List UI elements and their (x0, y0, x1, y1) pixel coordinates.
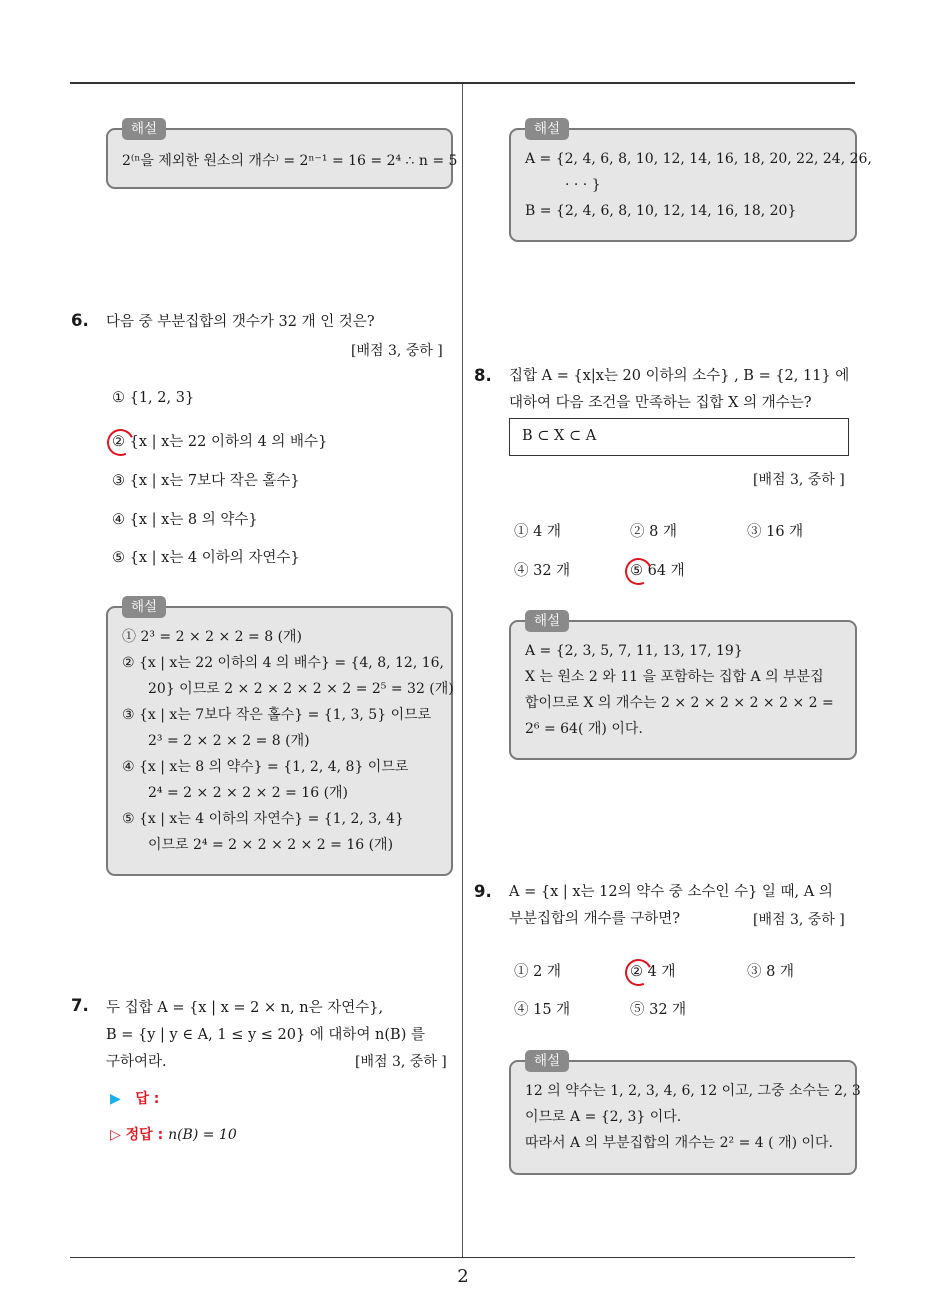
solution-tag: 해설 (525, 1050, 569, 1072)
q6-solution-line: ② {x | x는 22 이하의 4 의 배수} = {4, 8, 12, 16, (122, 655, 444, 671)
q6-solution-line: ③ {x | x는 7보다 작은 홀수} = {1, 3, 5} 이므로 (122, 707, 432, 723)
q7-correct-answer (110, 1124, 237, 1144)
q9-line: A = {x | x는 12의 약수 중 소수인 수} 일 때, A 의 (509, 884, 833, 900)
q6-solution-line: ① 2³ = 2 × 2 × 2 = 8 (개) (122, 629, 303, 645)
red-circle-mark (103, 425, 138, 460)
option-text: {x | x는 7보다 작은 홀수} (129, 473, 300, 489)
option-text: {1, 2, 3} (129, 390, 195, 406)
q6-option-3[interactable] (112, 469, 300, 490)
q6-option-5[interactable] (112, 546, 300, 567)
selected-option-number: ② (112, 434, 125, 450)
q8-option-5[interactable] (630, 559, 685, 580)
option-number: ⑤ (112, 550, 125, 566)
q6-number: 6. (71, 311, 89, 330)
correct-value: n(B) = 10 (168, 1127, 237, 1143)
q8-option-3[interactable] (747, 520, 803, 541)
option-text: {x | x는 4 이하의 자연수} (129, 550, 300, 566)
q5-solution-box (106, 121, 458, 189)
option-number: ② (630, 524, 645, 540)
option-text: {x | x는 8 의 약수} (129, 512, 258, 528)
column-divider (462, 84, 463, 1257)
option-text: 64 개 (647, 563, 685, 579)
selected-option-number: ⑤ (630, 563, 643, 579)
q8-option-2[interactable] (630, 520, 677, 541)
q8-solution-line: A = {2, 3, 5, 7, 11, 13, 17, 19} (525, 643, 743, 659)
q9-option-5[interactable] (630, 998, 686, 1019)
q6-solution-box (106, 599, 454, 876)
play-arrow-icon: ▶ (110, 1091, 121, 1107)
q8-number: 8. (474, 366, 492, 385)
option-text: 32 개 (649, 1002, 687, 1018)
q6-text: 다음 중 부분집합의 갯수가 32 개 인 것은? (106, 314, 375, 330)
red-circle-mark (621, 554, 656, 589)
option-text: 4 개 (647, 964, 676, 980)
option-number: ④ (514, 1002, 529, 1018)
solution-tag: 해설 (122, 596, 166, 618)
option-number: ③ (747, 524, 762, 540)
q8-solution-box (509, 613, 857, 760)
option-number: ③ (112, 473, 125, 489)
q9-solution-line: 이므로 A = {2, 3} 이다. (525, 1109, 682, 1125)
q8-condition-box (509, 418, 849, 456)
q6-option-2[interactable] (112, 430, 327, 451)
red-circle-mark (621, 955, 656, 990)
answer-label: 답 : (135, 1091, 160, 1107)
q7-line: 두 집합 A = {x | x = 2 × n, n은 자연수}, (106, 1000, 384, 1016)
q9-option-4[interactable] (514, 998, 570, 1019)
q6-meta: [배점 3, 중하 ] (351, 343, 443, 359)
q9-meta: [배점 3, 중하 ] (753, 912, 845, 928)
q8-meta: [배점 3, 중하 ] (753, 472, 845, 488)
q6-solution-line: ④ {x | x는 8 의 약수} = {1, 2, 4, 8} 이므로 (122, 759, 409, 775)
option-number: ④ (112, 512, 125, 528)
solution-tag: 해설 (122, 118, 166, 140)
q6-option-1[interactable] (112, 390, 194, 406)
q9-solution-box (509, 1053, 861, 1175)
condition-text: B ⊂ X ⊂ A (522, 428, 597, 444)
option-number: ① (514, 964, 529, 980)
q8-solution-line: 2⁶ = 64( 개) 이다. (525, 721, 643, 737)
option-text: 16 개 (766, 524, 804, 540)
q7-line: B = {y | y ∈ A, 1 ≤ y ≤ 20} 에 대하여 n(B) 를 (106, 1027, 425, 1043)
q6-solution-line: ⑤ {x | x는 4 이하의 자연수} = {1, 2, 3, 4} (122, 811, 404, 827)
q7-answer[interactable] (110, 1088, 159, 1108)
q7-solution-line: · · · } (565, 177, 601, 193)
q7-meta: [배점 3, 중하 ] (355, 1054, 447, 1070)
outline-arrow-icon: ▷ (110, 1127, 121, 1143)
q8-solution-line: X 는 원소 2 와 11 을 포함하는 집합 A 의 부분집 (525, 669, 824, 685)
q9-number: 9. (474, 882, 492, 901)
q6-solution-line: 이므로 2⁴ = 2 × 2 × 2 × 2 = 16 (개) (148, 837, 394, 853)
q9-option-2[interactable] (630, 960, 675, 981)
q9-solution-line: 따라서 A 의 부분집합의 개수는 2² = 4 ( 개) 이다. (525, 1135, 834, 1151)
selected-option-number: ② (630, 964, 643, 980)
option-text: 8 개 (766, 964, 794, 980)
q8-option-1[interactable] (514, 520, 561, 541)
correct-label: 정답 : (125, 1127, 164, 1143)
option-number: ④ (514, 563, 529, 579)
option-text: 4 개 (533, 524, 561, 540)
q8-line: 대하여 다음 조건을 만족하는 집합 X 의 개수는? (509, 395, 812, 411)
q7-solution-box (509, 121, 872, 242)
q9-option-3[interactable] (747, 960, 794, 981)
bottom-rule (70, 1257, 855, 1258)
option-number: ① (514, 524, 529, 540)
option-text: {x | x는 22 이하의 4 의 배수} (129, 434, 328, 450)
q9-line: 부분집합의 개수를 구하면? (509, 911, 681, 927)
page-number: 2 (457, 1266, 469, 1287)
q6-solution-line: 2³ = 2 × 2 × 2 = 8 (개) (148, 733, 310, 749)
q7-number: 7. (71, 996, 89, 1015)
solution-tag: 해설 (525, 118, 569, 140)
option-number: ③ (747, 964, 762, 980)
q8-option-4[interactable] (514, 559, 570, 580)
option-text: 15 개 (533, 1002, 571, 1018)
q9-solution-line: 12 의 약수는 1, 2, 3, 4, 6, 12 이고, 그중 소수는 2, 3 (525, 1083, 861, 1099)
option-text: 2 개 (533, 964, 561, 980)
q6-option-4[interactable] (112, 508, 258, 529)
option-number: ⑤ (630, 1002, 645, 1018)
q8-line: 집합 A = {x|x는 20 이하의 소수} , B = {2, 11} 에 (509, 368, 850, 384)
q6-solution-line: 20} 이므로 2 × 2 × 2 × 2 × 2 = 2⁵ = 32 (개) (148, 681, 454, 697)
q7-solution-line: B = {2, 4, 6, 8, 10, 12, 14, 16, 18, 20} (525, 203, 797, 219)
q5-solution-line: 2⁽ⁿ을 제외한 원소의 개수⁾ = 2ⁿ⁻¹ = 16 = 2⁴ ∴ n = 5 (122, 153, 458, 169)
q7-solution-line: A = {2, 4, 6, 8, 10, 12, 14, 16, 18, 20, 22, 24, 26, (525, 151, 872, 167)
q7-line: 구하여라. (106, 1054, 167, 1070)
q8-solution-line: 합이므로 X 의 개수는 2 × 2 × 2 × 2 × 2 × 2 = (525, 695, 834, 711)
q9-option-1[interactable] (514, 960, 561, 981)
q6-solution-line: 2⁴ = 2 × 2 × 2 × 2 = 16 (개) (148, 785, 349, 801)
option-text: 8 개 (649, 524, 677, 540)
q8-text (509, 363, 859, 417)
solution-tag: 해설 (525, 610, 569, 632)
option-number: ① (112, 390, 125, 406)
option-text: 32 개 (533, 563, 571, 579)
